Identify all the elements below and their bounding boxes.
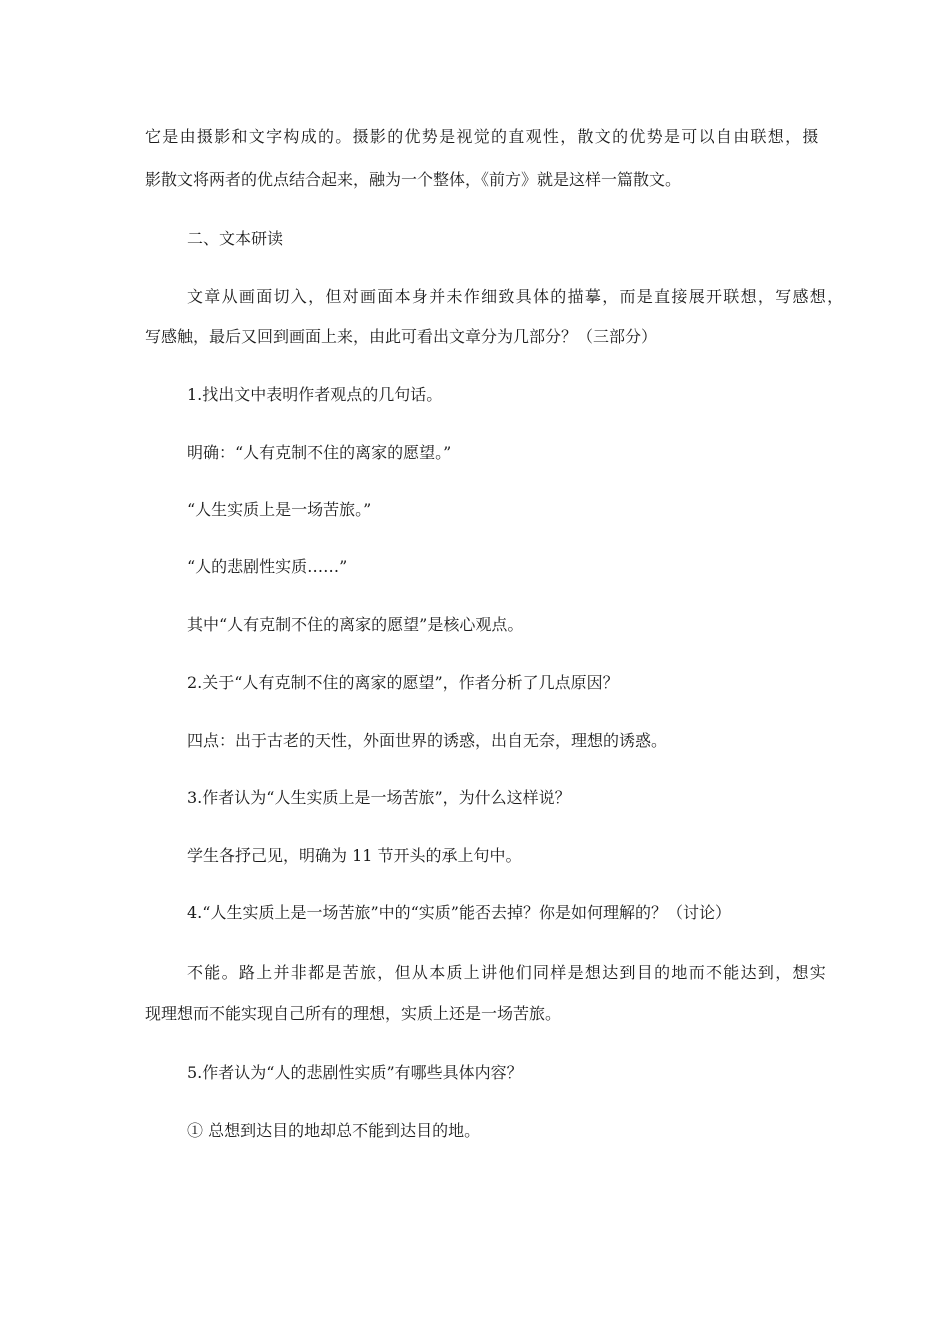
answer-1-line: 明确：“人有克制不住的离家的愿望。” — [187, 443, 452, 462]
answer-5-item-1: ① 总想到达目的地却总不能到达目的地。 — [187, 1121, 481, 1140]
text-line: 文章从画面切入，但对画面本身并未作细致具体的描摹，而是直接展开联想，写感想， — [187, 287, 845, 306]
answer-2: 四点：出于古老的天性，外面世界的诱惑，出自无奈，理想的诱惑。 — [187, 731, 668, 750]
question-2: 2.关于“人有克制不住的离家的愿望”，作者分析了几点原因？ — [187, 673, 619, 692]
question-5: 5.作者认为“人的悲剧性实质”有哪些具体内容？ — [187, 1063, 523, 1082]
answer-1-quote: “人的悲剧性实质……” — [187, 557, 348, 576]
text-line: 不能。路上并非都是苦旅，但从本质上讲他们同样是想达到目的地而不能达到，想实 — [187, 963, 828, 982]
answer-1-quote: “人生实质上是一场苦旅。” — [187, 500, 372, 519]
text-line: 它是由摄影和文字构成的。摄影的优势是视觉的直观性，散文的优势是可以自由联想，摄 — [145, 127, 820, 146]
question-3: 3.作者认为“人生实质上是一场苦旅”，为什么这样说？ — [187, 788, 571, 807]
question-1: 1.找出文中表明作者观点的几句话。 — [187, 385, 443, 404]
text-line: 写感触，最后又回到画面上来，由此可看出文章分为几部分？（三部分） — [145, 327, 658, 346]
question-4: 4.“人生实质上是一场苦旅”中的“实质”能否去掉？你是如何理解的？（讨论） — [187, 903, 731, 922]
text-line: 现理想而不能实现自己所有的理想，实质上还是一场苦旅。 — [145, 1004, 562, 1023]
section-heading: 二、文本研读 — [187, 229, 284, 248]
answer-3: 学生各抒己见，明确为 11 节开头的承上句中。 — [187, 846, 522, 865]
text-line: 影散文将两者的优点结合起来，融为一个整体，《前方》就是这样一篇散文。 — [145, 170, 682, 189]
answer-1-summary: 其中“人有克制不住的离家的愿望”是核心观点。 — [187, 615, 524, 634]
